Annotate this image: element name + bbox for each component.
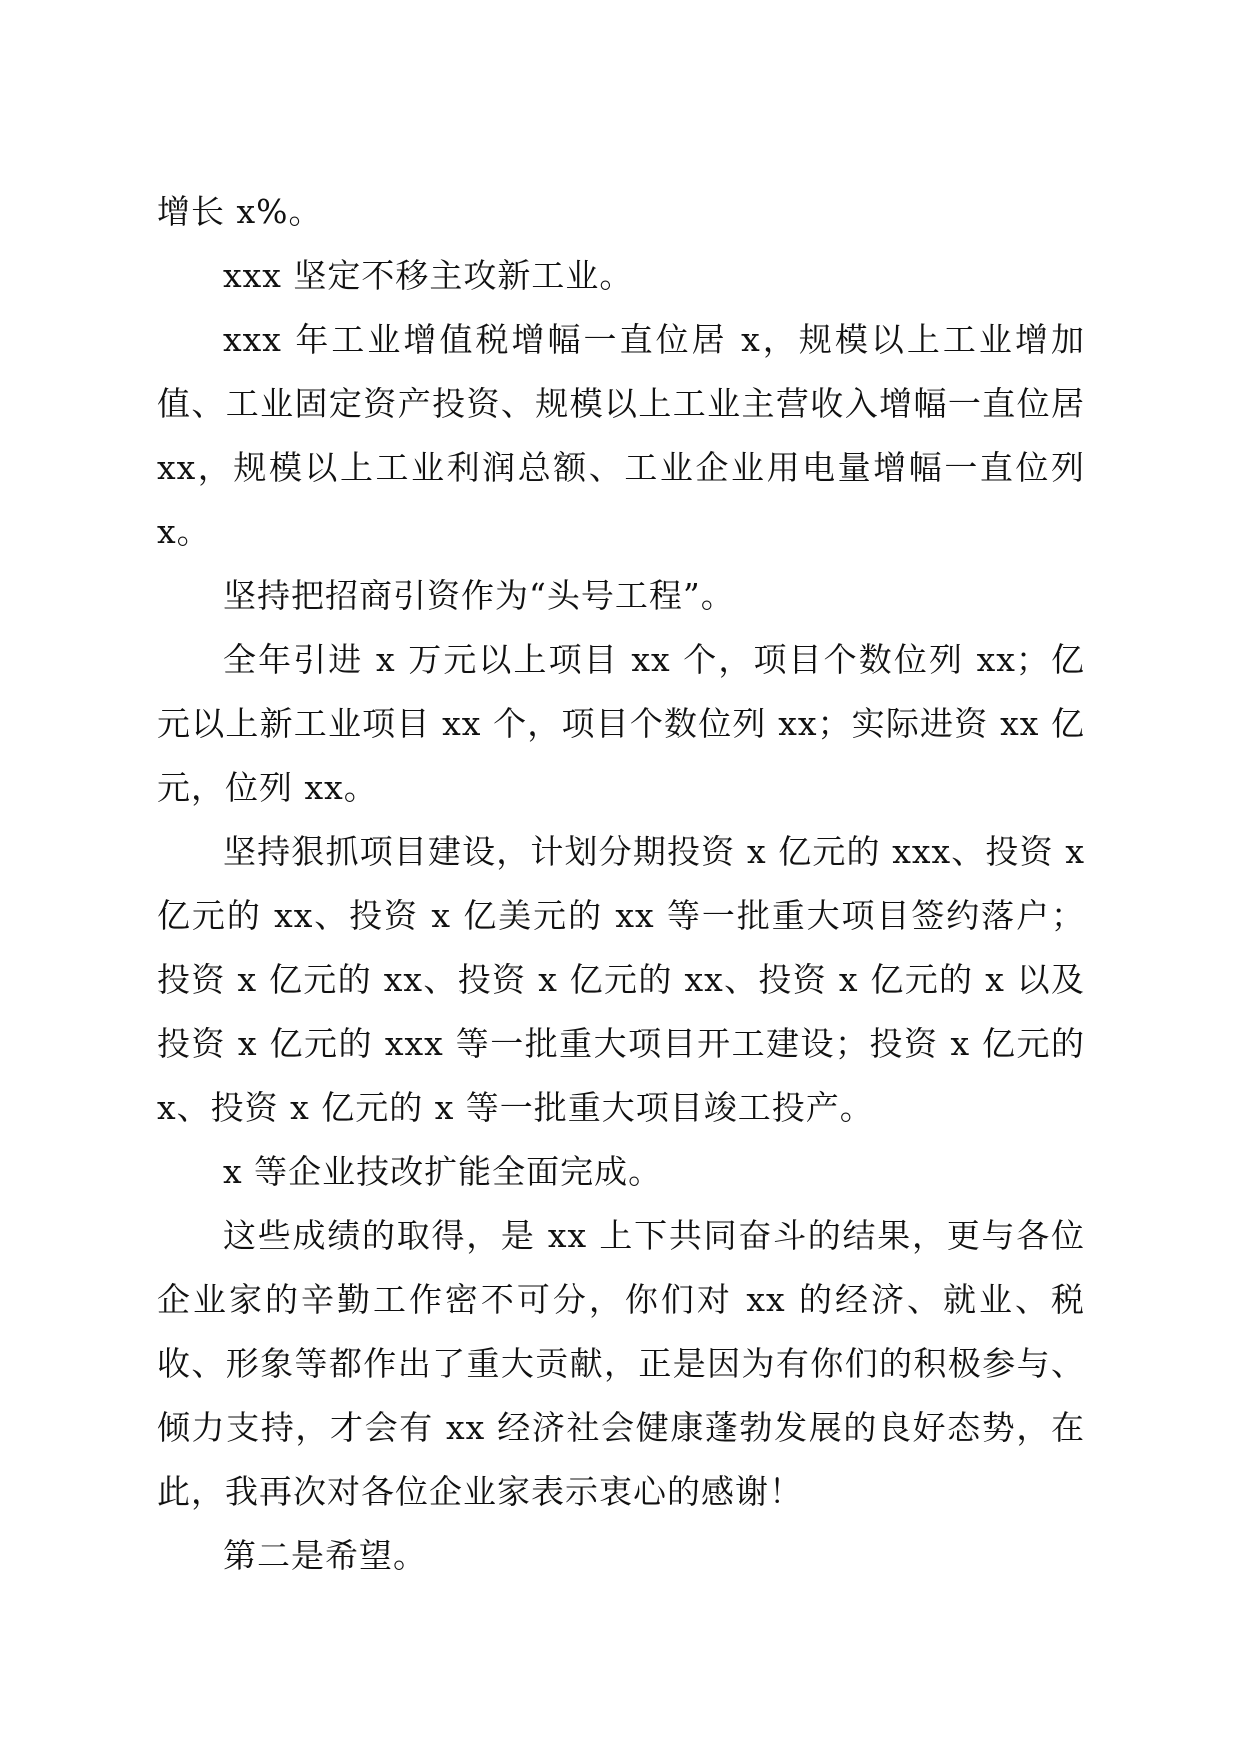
paragraph-industry-heading: xxx 坚定不移主攻新工业。 xyxy=(223,256,634,295)
paragraph-investment-stats: 全年引进 x 万元以上项目 xx 个，项目个数位列 xx；亿元以上新工业项目 xx 个，项目个数位列 xx；实际进资 xx 亿元，位列 xx。 xyxy=(157,640,1085,807)
document-body xyxy=(157,180,1085,1588)
paragraph-industry-stats: xxx 年工业增值税增幅一直位居 x，规模以上工业增加值、工业固定资产投资、规模以上工业主营收入增幅一直位居 xx，规模以上工业利润总额、工业企业用电量增幅一直位列 x。 xyxy=(157,320,1085,551)
paragraph-second-hope: 第二是希望。 xyxy=(223,1536,427,1575)
paragraph-growth-continuation: 增长 x%。 xyxy=(157,192,323,231)
paragraph-thanks: 这些成绩的取得，是 xx 上下共同奋斗的结果，更与各位企业家的辛勤工作密不可分，你们对 xx 的经济、就业、税收、形象等都作出了重大贡献，正是因为有你们的积极参与、倾力支持，才会有 xx 经济社会健康蓬勃发展的良好态势，在此，我再次对各位企业家表示衷心的感谢！ xyxy=(157,1216,1085,1511)
paragraph-tech-upgrade: x 等企业技改扩能全面完成。 xyxy=(223,1152,663,1191)
paragraph-investment-heading: 坚持把招商引资作为“头号工程”。 xyxy=(223,576,735,615)
paragraph-project-construction: 坚持狠抓项目建设，计划分期投资 x 亿元的 xxx、投资 x 亿元的 xx、投资 x 亿美元的 xx 等一批重大项目签约落户；投资 x 亿元的 xx、投资 x 亿元的 xx、投资 x 亿元的 x 以及投资 x 亿元的 xxx 等一批重大项目开工建设；投资 x 亿元的 x、投资 x 亿元的 x 等一批重大项目竣工投产。 xyxy=(157,832,1085,1127)
